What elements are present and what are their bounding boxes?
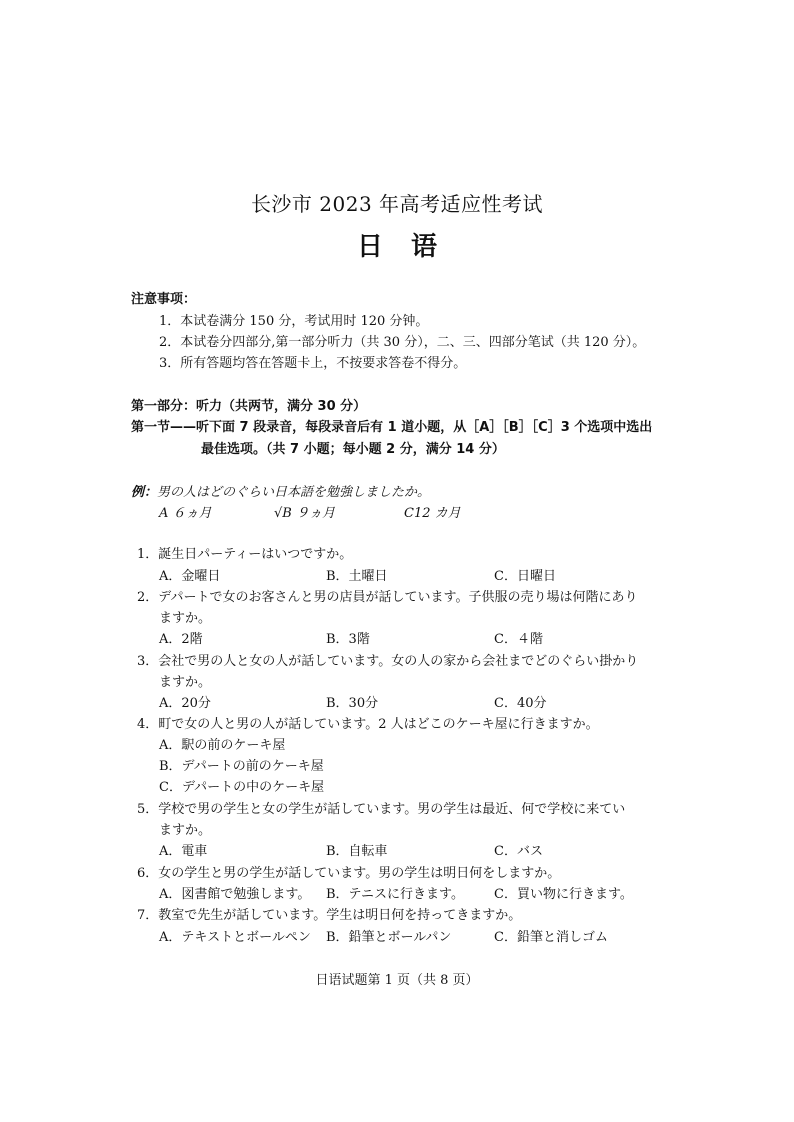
q4-option-a: A．駅の前のケーキ屋 [159, 738, 286, 753]
q6-option-b: B．テニスに行きます。 [326, 887, 464, 902]
question-1: 1．誕生日パーティーはいつですか。 [137, 547, 353, 562]
question-6: 6．女の学生と男の学生が話しています。男の学生は明日何をしますか。 [137, 866, 561, 881]
subject-char-2: 语 [411, 232, 438, 262]
example-line [131, 484, 430, 502]
q2-option-a: A．2階 [159, 632, 203, 647]
question-3-cont: ますか。 [159, 675, 212, 690]
section1-instructions-cont: 最佳选项。（共 7 小题；每小题 2 分，满分 14 分） [201, 442, 505, 457]
note-item-1: 1．本试卷满分 150 分，考试用时 120 分钟。 [159, 314, 429, 329]
q2-option-b: B．3階 [326, 632, 370, 647]
q7-option-b: B．鉛筆とボールパン [326, 930, 452, 945]
q7-option-c: C．鉛筆と消しゴム [494, 930, 608, 945]
q6-option-a: A．図書館で勉強します。 [159, 887, 311, 902]
q3-option-a: A．20分 [159, 696, 211, 711]
q5-option-a: A．電車 [159, 844, 208, 859]
notes-heading: 注意事项： [131, 292, 197, 307]
q7-option-a: A．テキストとボールペン [159, 930, 311, 945]
example-label: 例： [131, 485, 158, 500]
part1-heading: 第一部分：听力（共两节，满分 30 分） [131, 399, 367, 414]
question-3: 3．会社で男の人と女の人が話しています。女の人の家から会社までどのぐらい掛かり [137, 654, 639, 669]
question-4: 4．町で女の人と男の人が話しています。2 人はどこのケーキ屋に行きますか。 [137, 717, 599, 732]
q5-option-c: C．バス [494, 844, 543, 859]
q4-option-c: C．デパートの中のケーキ屋 [159, 780, 325, 795]
q3-option-c: C．40分 [494, 696, 547, 711]
page-footer: 日语试题第 1 页（共 8 页） [315, 973, 479, 988]
q6-option-c: C．買い物に行きます。 [494, 887, 633, 902]
subject-title [0, 226, 794, 263]
question-2: 2．デパートで女のお客さんと男の店員が話しています。子供服の売り場は何階にあり [137, 590, 638, 605]
q1-option-b: B．土曜日 [326, 569, 388, 584]
subject-char-1: 日 [356, 232, 383, 262]
exam-title: 长沙市 2023 年高考适应性考试 [250, 192, 544, 216]
q3-option-b: B．30分 [326, 696, 379, 711]
example-question: 男の人はどのぐらい日本語を勉強しましたか。 [157, 485, 431, 500]
q2-option-c: C．４階 [494, 632, 543, 647]
note-item-2: 2．本试卷分四部分,第一部分听力（共 30 分），二、三、四部分笔试（共 120 分）。 [159, 335, 646, 350]
q5-option-b: B．自転車 [326, 844, 388, 859]
q1-option-c: C．日曜日 [494, 569, 556, 584]
example-option-c: C12 カ月 [404, 506, 461, 521]
question-7: 7．教室で先生が話しています。学生は明日何を持ってきますか。 [137, 908, 522, 923]
section1-instructions: 第一节——听下面 7 段录音，每段录音后有 1 道小题，从［A］［B］［C］3 个选项中选出 [131, 420, 653, 435]
example-option-a: A ６ヵ月 [159, 506, 212, 521]
q1-option-a: A．金曜日 [159, 569, 221, 584]
question-2-cont: ますか。 [159, 611, 212, 626]
note-item-3: 3．所有答题均答在答题卡上，不按要求答卷不得分。 [159, 356, 467, 371]
question-5: 5．学校で男の学生と女の学生が話しています。男の学生は最近、何で学校に来てい [137, 802, 626, 817]
example-option-b: √B ９ヵ月 [274, 506, 335, 521]
q4-option-b: B．デパートの前のケーキ屋 [159, 759, 324, 774]
question-5-cont: ますか。 [159, 823, 212, 838]
